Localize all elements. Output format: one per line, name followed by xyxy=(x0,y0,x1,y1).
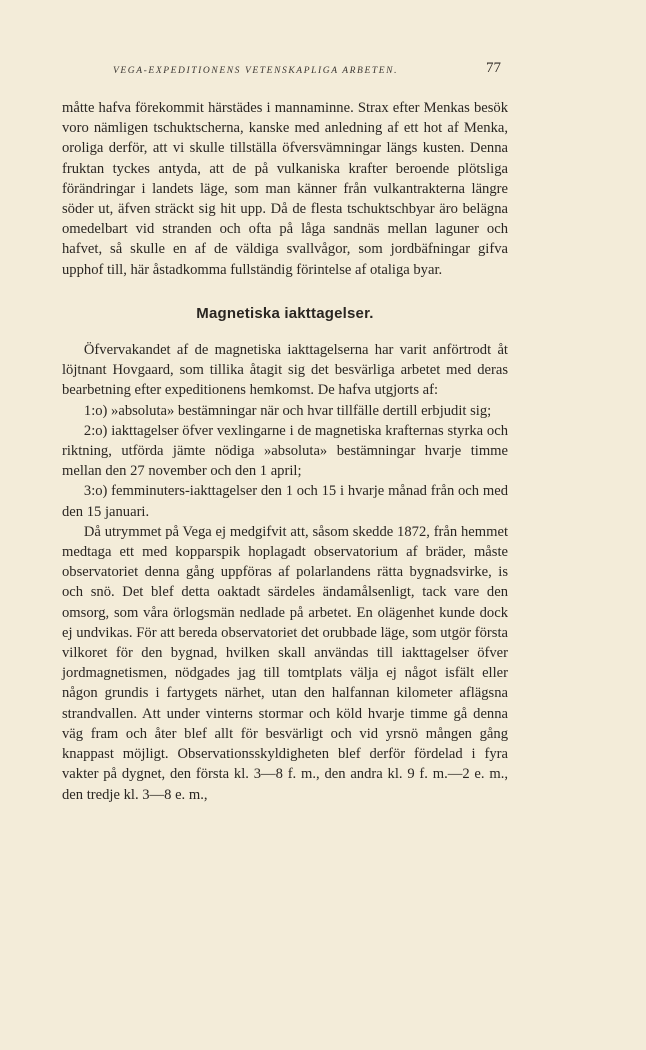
body-text xyxy=(62,98,508,805)
list-item-1: 1:o) »absoluta» bestämningar när och hvar tillfälle dertill erbjudit sig; xyxy=(83,402,492,419)
running-head: VEGA-EXPEDITIONENS VETENSKAPLIGA ARBETEN. xyxy=(113,66,399,76)
paragraph-intro: Öfvervakandet af de magnetiska iakttagelserna har varit anförtrodt åt löjtnant Hovgaard, som tillika åtagit sig det besvärliga arbetet med deras bearbetning efter expeditionens hemkomst. De hafva utgjorts af: xyxy=(62,342,508,399)
list-item-3: 3:o) femminuters-iakttagelser den 1 och 15 i hvarje månad från och med den 15 januari. xyxy=(62,483,508,520)
list-item-2: 2:o) iakttagelser öfver vexlingarne i de magnetiska krafternas styrka och riktning, utförda jämte nödiga »absoluta» bestämningar hvarje timme mellan den 27 november och den 1 april; xyxy=(62,422,508,480)
paragraph-continuation: måtte hafva förekommit härstädes i mannaminne. Strax efter Menkas besök voro nämligen tschuktscherna, kanske med anledning af ett hot af Menka, oroliga derför, att vi skulle tillställa öfversvämningar längs kusten. Denna fruktan tyckes antyda, att de på vulkaniska krafter beroende plötsliga förändringar i landets läge, som man känner från vulkantrakterna längre söder ut, äfven sträckt sig hit upp. Då de flesta tschuktschbyar äro belägna omedelbart vid stranden och ofta på låga sandnäs mellan laguner och hafvet, så skulle en af de väldiga svallvågor, som jordbäfningar gifva upphof till, här åstadkomma fullständig förintelse af otaliga byar. xyxy=(62,100,508,278)
section-heading: Magnetiska iakttagelser. xyxy=(196,304,374,322)
paragraph-observatory: Då utrymmet på Vega ej medgifvit att, såsom skedde 1872, från hemmet medtaga ett med kopparspik hoplagadt observatorium af bräder, måste observatoriet denna gång uppföras af polarlandens rätta bygnadsvirke, is och snö. Det blef detta oaktadt särdeles ändamålsenligt, tack vare den omsorg, som våra örlogsmän nedlade på arbetet. En olägenhet kunde dock ej undvikas. För att bereda observatoriet det orubbade läge, som utgör första vilkoret för den bygnad, hvilken skall användas till iakttagelser öfver jordmagnetismen, nödgades jag till tomtplats välja ej något isfält eller någon grundis i fartygets närhet, utan den halfannan kilometer aflägsna strandvallen. Att under vinterns stormar och köld hvarje timme gå denna väg fram och åter blef allt för besvärligt och vid yrsnö mången gång knappast möjligt. Observationsskyldigheten blef derför fördelad i fyra vakter på dygnet, den första kl. 3—8 f. m., den andra kl. 9 f. m.—2 e. m., den tredje kl. 3—8 e. m., xyxy=(62,523,508,803)
page-number: 77 xyxy=(486,60,501,76)
